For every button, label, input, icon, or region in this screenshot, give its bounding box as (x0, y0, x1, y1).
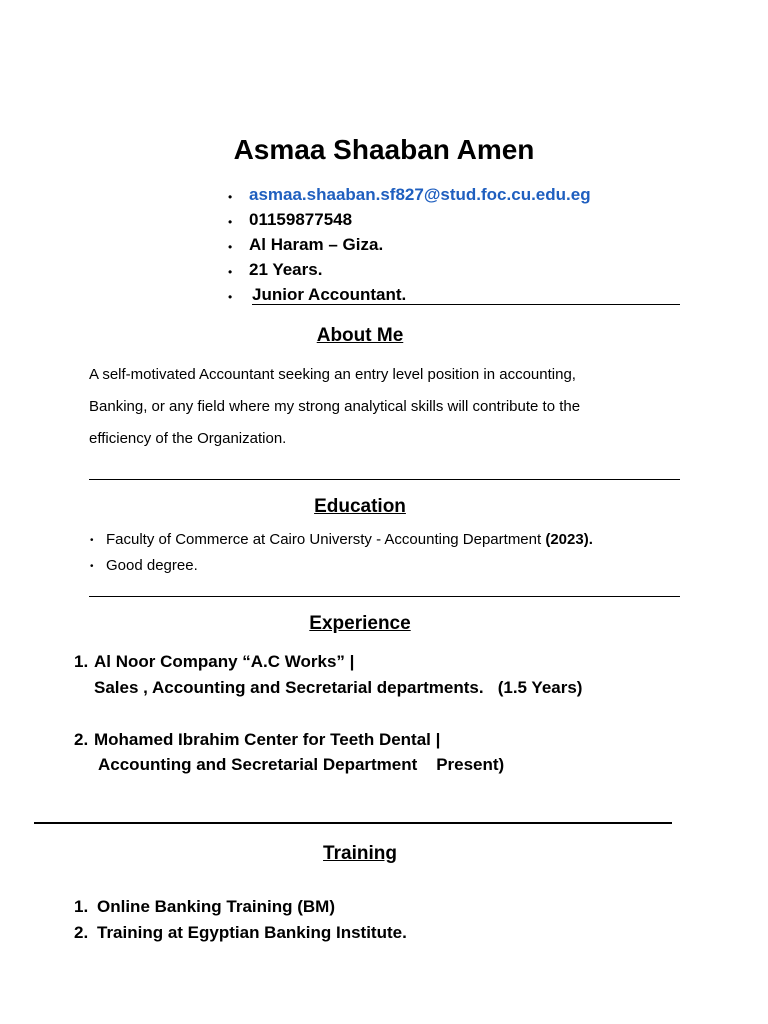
education-heading: Education (314, 496, 406, 517)
bullet: • (228, 240, 233, 254)
bullet: • (228, 215, 233, 229)
bullet: • (228, 190, 233, 204)
education-item (106, 557, 198, 574)
section-divider (89, 479, 680, 480)
bullet: • (90, 535, 94, 546)
experience-role: Accounting and Secretarial Department Present) (98, 755, 505, 774)
title-underline (252, 304, 680, 305)
age-text: 21 Years. (249, 260, 323, 279)
experience-company: Mohamed Ibrahim Center for Teeth Dental | (94, 730, 441, 749)
training-heading: Training (323, 843, 397, 864)
education-item-text: Good degree. (106, 557, 198, 574)
about-line: efficiency of the Organization. (89, 430, 287, 447)
section-divider (34, 822, 672, 824)
job-title: Junior Accountant. (252, 285, 407, 304)
phone-number: 01159877548 (249, 210, 353, 229)
education-item-text: Faculty of Commerce at Cairo Universty - Accounting Department (106, 531, 546, 548)
section-divider (89, 596, 680, 597)
education-year: (2023). (545, 531, 593, 548)
list-number: 1. (74, 897, 89, 916)
location-text: Al Haram – Giza. (249, 235, 384, 254)
bullet: • (90, 561, 94, 572)
list-number: 2. (74, 923, 89, 942)
email-link[interactable]: asmaa.shaaban.sf827@stud.foc.cu.edu.eg (249, 185, 591, 204)
experience-role: Sales , Accounting and Secretarial departments. (1.5 Years) (94, 678, 583, 697)
about-line: Banking, or any field where my strong analytical skills will contribute to the (89, 398, 581, 415)
candidate-name: Asmaa Shaaban Amen (233, 134, 535, 165)
list-number: 1. (74, 652, 89, 671)
experience-company: Al Noor Company “A.C Works” | (94, 652, 355, 671)
education-item (106, 531, 593, 548)
list-number: 2. (74, 730, 89, 749)
training-item: Online Banking Training (BM) (97, 897, 335, 916)
bullet: • (228, 290, 233, 304)
about-heading: About Me (316, 325, 404, 346)
bullet: • (228, 265, 233, 279)
training-item: Training at Egyptian Banking Institute. (97, 923, 407, 942)
experience-heading: Experience (309, 613, 411, 634)
about-line: A self-motivated Accountant seeking an entry level position in accounting, (89, 366, 576, 383)
